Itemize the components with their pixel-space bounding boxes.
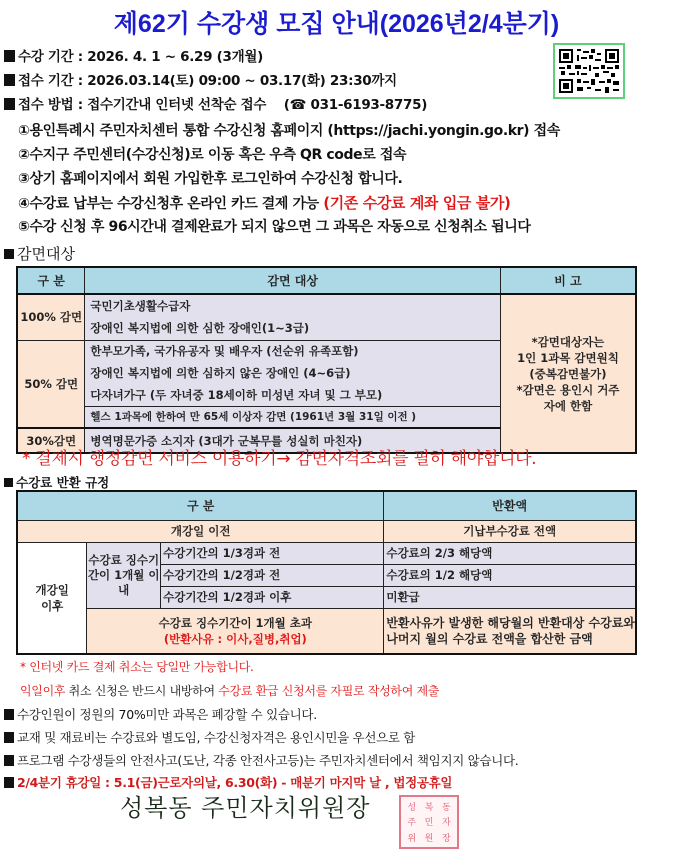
step-4-warning: (기존 수강료 계좌 입금 불가) xyxy=(323,194,511,212)
registration-period-label: 접수 기간 xyxy=(18,73,74,89)
after-start-label: 개강일 이후 xyxy=(17,542,87,654)
discount-notice: * 결제시 행정감면 서비스 이용하기→ 감면자격조회를 필히 해야합니다. xyxy=(22,449,537,469)
remark-line: 1인 1과목 감면원칙 xyxy=(517,350,619,365)
remark-line: *감면은 용인시 거주 xyxy=(516,382,620,397)
remark-line: *감면대상자는 xyxy=(531,334,605,349)
discount-section-label: 감면대상 xyxy=(17,245,75,263)
qr-code[interactable] xyxy=(553,43,625,99)
course-period: 수강 기간 : 2026. 4. 1 ~ 6.29 (3개월) xyxy=(4,45,263,65)
page-title: 제62기 수강생 모집 안내(2026년2/4분기) xyxy=(113,10,560,38)
over-month-amount: 반환사유가 발생한 해당월의 반환대상 수강료와 나머지 월의 수강료 전액을 합산한 금액 xyxy=(384,608,636,654)
refund-header-amount: 반환액 xyxy=(384,491,636,520)
target-item: 다자녀가구 (두 자녀중 18세이하 미성년 자녀 및 그 부모) xyxy=(85,384,501,406)
header-category: 구 분 xyxy=(17,267,85,294)
holiday-text: 2/4분기 휴강일 : 5.1(금)근로자의날, 6.30(화) - 매분기 마지막 날 , 법정공휴일 xyxy=(17,775,453,790)
step-4 xyxy=(18,192,510,213)
step-2: ②수지구 주민센터(수강신청)로 이동 혹은 우측 QR code로 접속 xyxy=(18,147,407,163)
bullet-square-icon xyxy=(4,74,15,86)
bullet-square-icon xyxy=(4,732,14,743)
registration-method-value: 접수기간내 인터넷 선착순 접수 xyxy=(87,97,267,113)
bullet-text: 프로그램 수강생들의 안전사고(도난, 각종 안전사고등)는 주민자치센터에서 책임지지 않습니다. xyxy=(17,753,519,768)
bullet-square-icon xyxy=(4,709,14,720)
remark-line: (중복감면불가) xyxy=(529,366,607,381)
registration-method: 접수 방법 : 접수기간내 인터넷 선착순 접수 (☎ 031-6193-8775) xyxy=(4,93,427,113)
registration-period-value: 2026.03.14(토) 09:00 ~ 03.17(화) 23:30까지 xyxy=(87,73,397,89)
seal-char: 민 xyxy=(424,818,434,829)
before-start-amount: 기납부수강료 전액 xyxy=(384,520,636,542)
step-4-text: ④수강료 납부는 수강신청후 온라인 카드 결제 가능 xyxy=(18,196,324,212)
bullet-1 xyxy=(4,705,317,723)
bullet-text: 수강인원이 정원의 70%미만 과목은 폐강할 수 있습니다. xyxy=(17,707,317,722)
refund-period: 수강기간의 1/2경과 이후 xyxy=(161,586,384,608)
before-start-label: 개강일 이전 xyxy=(17,520,384,542)
target-item: 헬스 1과목에 한하여 만 65세 이상자 감면 (1961년 3월 31일 이전 ) xyxy=(85,406,501,428)
bullet-square-icon xyxy=(4,98,15,110)
header-target: 감면 대상 xyxy=(85,267,501,294)
seal-char: 자 xyxy=(441,818,451,829)
step-5: ⑤수강 신청 후 96시간내 결제완료가 되지 않으면 그 과목은 자동으로 신청취소 됩니다 xyxy=(18,219,531,235)
refund-section-title xyxy=(4,473,109,491)
course-period-value: 2026. 4. 1 ~ 6.29 (3개월) xyxy=(87,49,263,65)
bullet-square-icon xyxy=(4,755,14,766)
registration-method-label: 접수 방법 xyxy=(18,97,74,113)
refund-section-label: 수강료 반환 규정 xyxy=(16,475,110,490)
remark-line: 자에 한함 xyxy=(543,398,593,413)
bullet-3 xyxy=(4,751,518,769)
target-item: 장애인 복지법에 의한 심한 장애인(1~3급) xyxy=(85,317,501,340)
signature: 성복동 주민자치위원장 xyxy=(120,794,371,822)
seal-char: 성 xyxy=(407,803,417,814)
next-day-cancel-note xyxy=(20,682,439,699)
official-seal-icon xyxy=(399,795,459,849)
refund-amount: 미환급 xyxy=(384,586,636,608)
target-item: 국민기초생활수급자 xyxy=(85,294,501,317)
discount-section-title xyxy=(4,243,75,264)
qr-code-icon xyxy=(557,47,621,95)
remark-cell xyxy=(500,294,636,453)
course-period-label: 수강 기간 xyxy=(18,49,74,65)
seal-char: 복 xyxy=(424,803,434,814)
target-item: 병역명문가증 소지자 (3대가 군복무를 성실히 마친자) xyxy=(85,428,501,453)
phone-number: 031-6193-8775 xyxy=(310,97,422,113)
bullet-square-icon xyxy=(4,777,14,788)
refund-header-category: 구 분 xyxy=(17,491,384,520)
category-50: 50% 감면 xyxy=(17,340,85,428)
target-item: 한부모가족, 국가유공자 및 배우자 (선순위 유족포함) xyxy=(85,340,501,362)
category-30: 30%감면 xyxy=(17,428,85,453)
over-month-cell xyxy=(87,608,384,654)
refund-period: 수강기간의 1/3경과 전 xyxy=(161,542,384,564)
seal-char: 장 xyxy=(441,833,451,844)
bullet-square-icon xyxy=(4,478,13,487)
within-month-label: 수강료 징수기간이 1개월 이내 xyxy=(87,542,161,608)
over-month-label: 수강료 징수기간이 1개월 초과 xyxy=(158,615,312,630)
target-item: 장애인 복지법에 의한 심하지 않은 장애인 (4~6급) xyxy=(85,362,501,384)
category-100: 100% 감면 xyxy=(17,294,85,340)
registration-period: 접수 기간 : 2026.03.14(토) 09:00 ~ 03.17(화) 23:30까지 xyxy=(4,69,397,89)
seal-char: 동 xyxy=(441,803,451,814)
refund-period: 수강기간의 1/2경과 전 xyxy=(161,564,384,586)
step-1: ①용인특례시 주민자치센터 통합 수강신청 홈페이지 (https://jachi.yongin.go.kr) 접속 xyxy=(18,123,560,139)
over-month-reason: (반환사유 : 이사,질병,취업) xyxy=(163,631,307,646)
refund-amount: 수강료의 2/3 해당액 xyxy=(384,542,636,564)
bullet-text: 교재 및 재료비는 수강료와 별도임, 수강신청자격은 용인시민을 우선으로 함 xyxy=(17,730,416,745)
bullet-2 xyxy=(4,728,415,746)
seal-char: 위 xyxy=(407,833,417,844)
header-remark: 비 고 xyxy=(500,267,636,294)
discount-table xyxy=(16,266,637,454)
seal-char: 주 xyxy=(407,818,417,829)
seal-char: 원 xyxy=(424,833,434,844)
refund-amount: 수강료의 1/2 해당액 xyxy=(384,564,636,586)
refund-table xyxy=(16,490,637,655)
step-3: ③상기 홈페이지에서 회원 가입한후 로그인하여 수강신청 합니다. xyxy=(18,171,403,187)
next-day-mid: 취소 신청은 반드시 내방하여 xyxy=(65,684,219,698)
next-day-prefix: 익일이후 xyxy=(20,684,66,698)
phone-icon: ☎ xyxy=(289,97,307,113)
bullet-square-icon xyxy=(4,249,14,259)
bullet-square-icon xyxy=(4,50,15,62)
next-day-suffix: 수강료 환급 신청서를 자필로 작성하여 제출 xyxy=(218,684,440,698)
card-cancel-note: * 인터넷 카드 결제 취소는 당일만 가능합니다. xyxy=(20,660,254,674)
